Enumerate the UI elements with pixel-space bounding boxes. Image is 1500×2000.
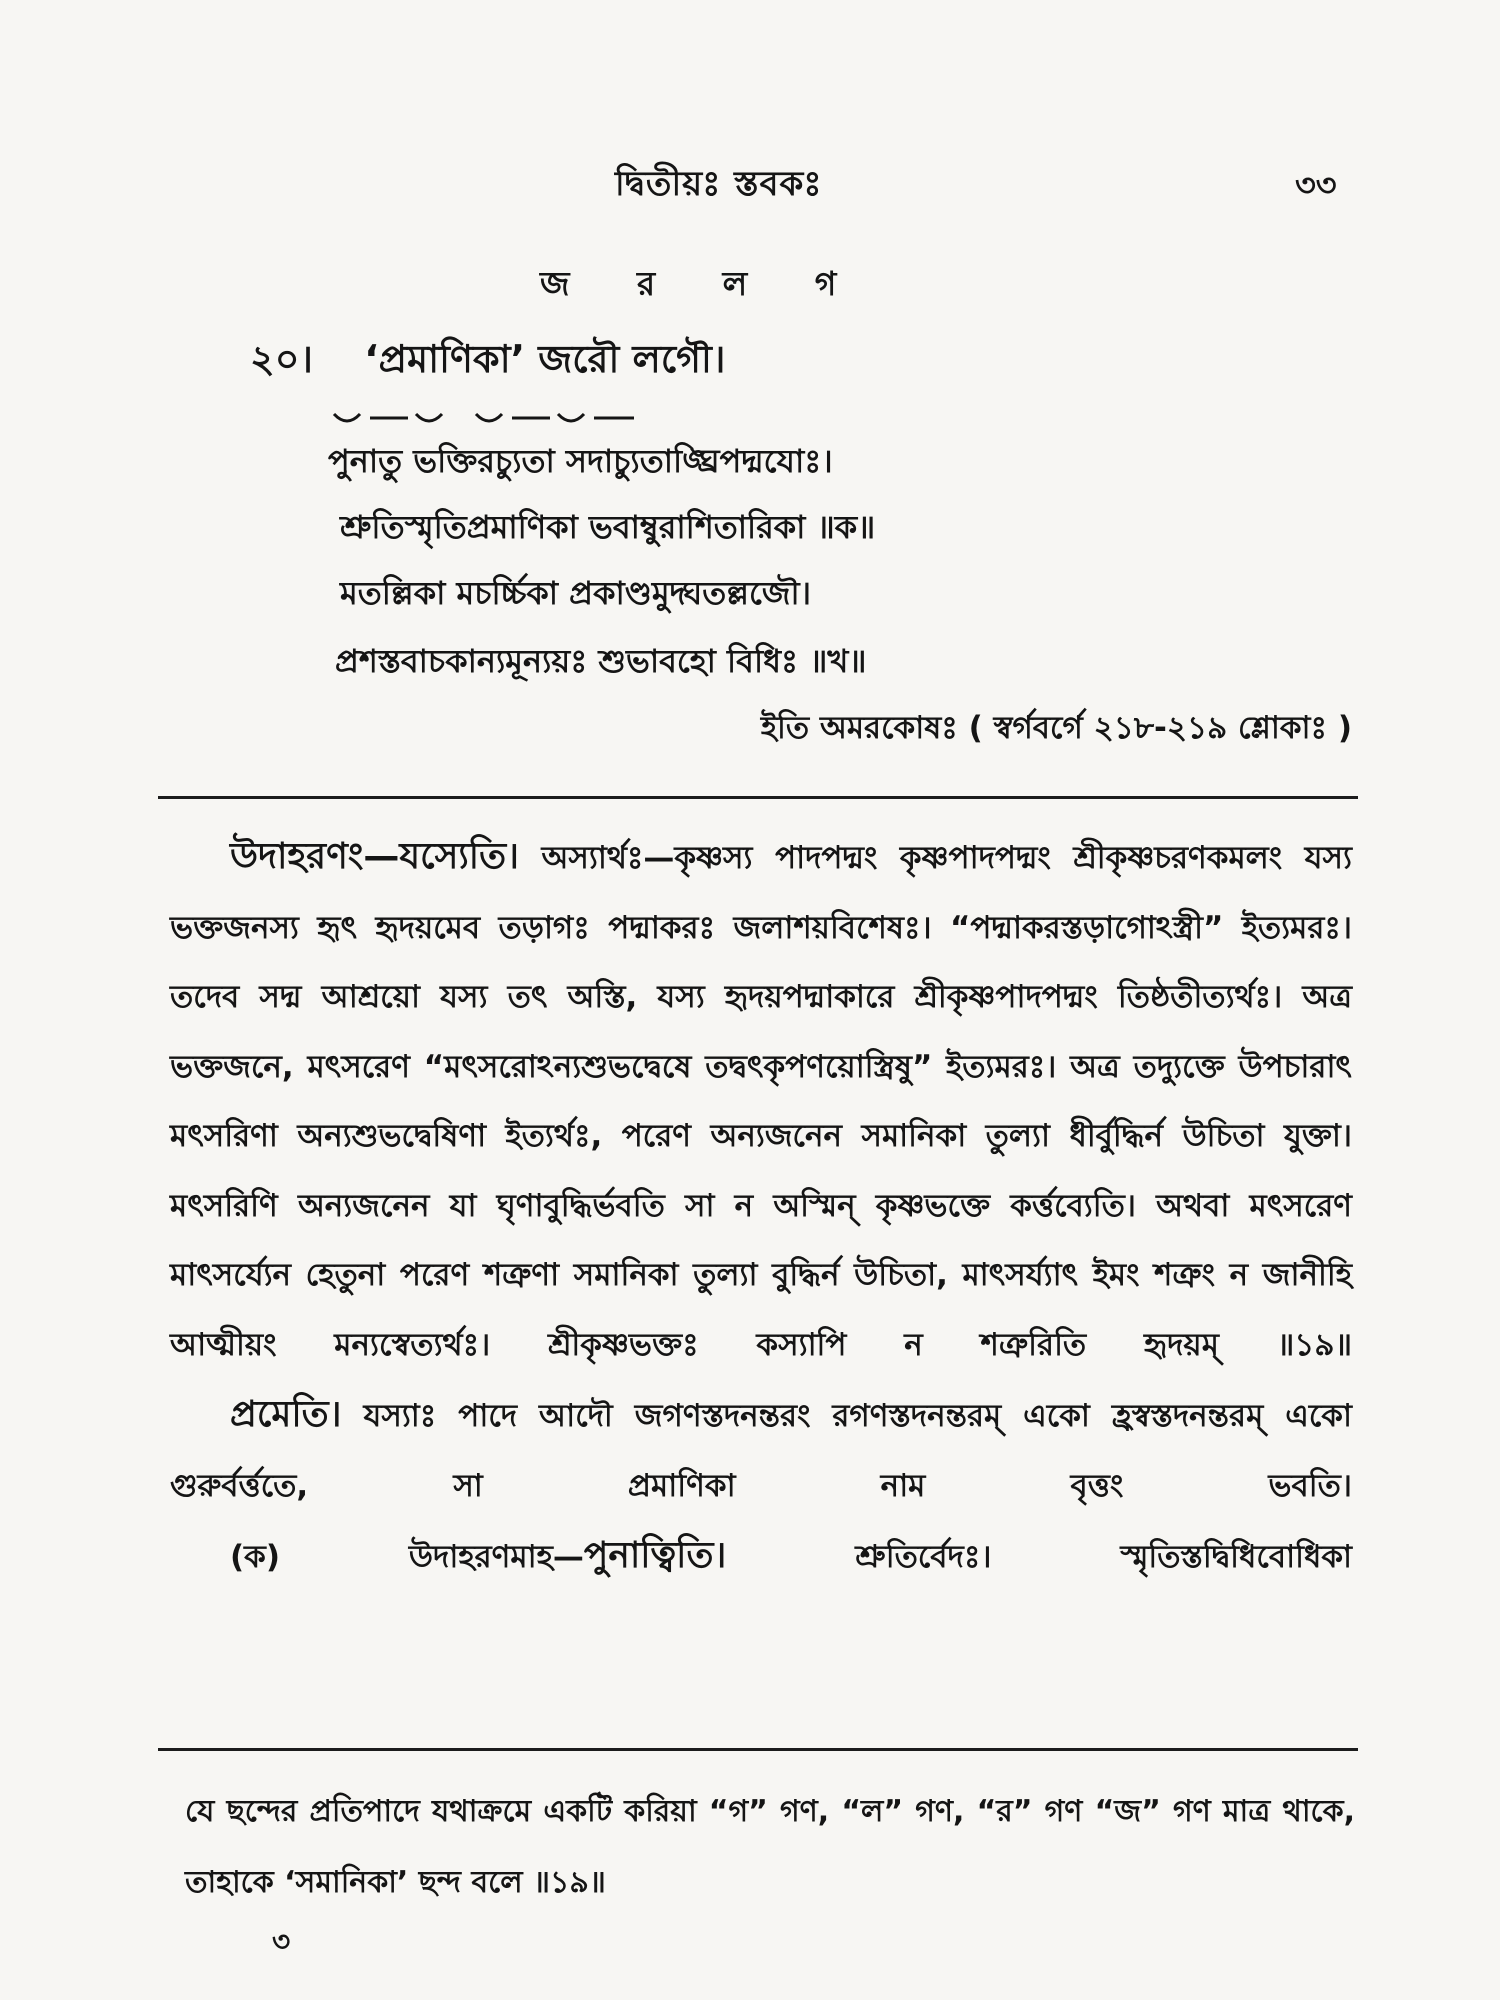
- sutra-text: ‘প্রমাণিকা’ জরৌ লগৌ।: [364, 337, 726, 381]
- verse-line-4: প্রশস্তবাচকান্যমূন্যয়ঃ শুভাবহো বিধিঃ ॥খ॥: [335, 642, 867, 680]
- running-header: [0, 158, 1500, 208]
- commentary-text: যস্যাঃ পাদে আদৌ জগণস্তদনন্তরং রগণস্তদনন্তরম্ একো হ্রস্বস্তদনন্তরম্ একো গুরুর্বর্ত্ততে, সা প্রমাণিকা নাম বৃত্তং ভবতি।: [170, 1398, 1352, 1504]
- footnote-rule: [158, 1748, 1358, 1751]
- scansion-marks: [328, 410, 708, 432]
- footnote: [185, 1776, 1355, 1918]
- commentary-paragraph: [170, 822, 1352, 1380]
- commentary-paragraph: [170, 1521, 1352, 1593]
- footnote-text: যে ছন্দের প্রতিপাদে যথাক্রমে একটি করিয়া “গ” গণ, “ল” গণ, “র” গণ “জ” গণ মাত্র থাকে, তাহাকে ‘সমানিকা’ ছন্দ বলে ॥১৯॥: [185, 1794, 1355, 1900]
- commentary: [170, 822, 1352, 1593]
- verse-line-1: পুনাতু ভক্তিরচ্যুতা সদাচ্যুতাঙ্ঘ্রিপদ্মযোঃ।: [328, 442, 833, 480]
- verse-line-2: শ্রুতিস্মৃতিপ্রমাণিকা ভবাম্বুরাশিতারিকা ॥ক॥: [340, 508, 876, 546]
- running-title: দ্বিতীয়ঃ স্তবকঃ: [615, 164, 823, 204]
- divider-rule: [158, 796, 1358, 799]
- signature-mark: ৩: [272, 1925, 291, 1958]
- commentary-paragraph: [170, 1380, 1352, 1521]
- verse-source: ইতি অমরকোষঃ ( স্বর্গবর্গে ২১৮-২১৯ শ্লোকাঃ ): [760, 710, 1352, 746]
- commentary-text: অস্যার্থঃ—কৃষ্ণস্য পাদপদ্মং কৃষ্ণপাদপদ্মং শ্রীকৃষ্ণচরণকমলং যস্য ভক্তজনস্য হৃৎ হৃদয়মেব তড়াগঃ পদ্মাকরঃ জলাশয়বিশেষঃ। “পদ্মাকরস্তড়াগোঽস্ত্রী” ইত্যমরঃ। তদেব সদ্ম আশ্রয়ো যস্য তৎ অস্তি, যস্য হৃদয়পদ্মাকারে শ্রীকৃষ্ণপাদপদ্মং তিষ্ঠতীত্যর্থঃ। অত্র ভক্তজনে, মৎসরেণ “মৎসরোঽন্যশুভদ্বেষে তদ্বৎকৃপণয়োস্ত্রিষু” ইত্যমরঃ। অত্র তদ্যুক্তে উপচারাৎ মৎসরিণা অন্যশুভদ্বেষিণা ইত্যর্থঃ, পরেণ অন্যজনেন সমানিকা তুল্যা ধীর্বুদ্ধির্ন উচিতা যুক্তা। মৎসরিণি অন্যজনেন যা ঘৃণাবুদ্ধির্ভবতি সা ন অস্মিন্ কৃষ্ণভক্তে কর্ত্তব্যেতি। অথবা মৎসরেণ মাৎসর্য্যেন হেতুনা পরেণ শত্রুণা সমানিকা তুল্যা বুদ্ধির্ন উচিতা, মাৎসর্য্যাৎ ইমং শত্রুং ন জানীহি আত্মীয়ং মন্যস্বেত্যর্থঃ। শ্রীকৃষ্ণভক্তঃ কস্যাপি ন শত্রুরিতি হৃদয়ম্ ॥১৯॥: [170, 840, 1352, 1363]
- meter-definition: [250, 330, 726, 394]
- gana-line: জ র ল গ: [540, 264, 865, 303]
- commentary-lemma: উদাহরণং—যস্যেতি।: [230, 836, 519, 877]
- verse-line-3: মতল্লিকা মচর্চ্চিকা প্রকাণ্ডমুদ্ঘতল্লজৌ।: [340, 574, 812, 612]
- commentary-prefix: (ক) উদাহরণমাহ—: [230, 1539, 584, 1575]
- sutra-number: ২০।: [250, 337, 314, 381]
- commentary-lemma: প্রমেতি।: [230, 1394, 342, 1435]
- commentary-lemma: পুনাত্বিতি।: [583, 1535, 727, 1576]
- commentary-text: শ্রুতির্বেদঃ। স্মৃতিস্তদ্বিধিবোধিকা: [726, 1539, 1352, 1575]
- page-number: ৩৩: [1295, 166, 1337, 204]
